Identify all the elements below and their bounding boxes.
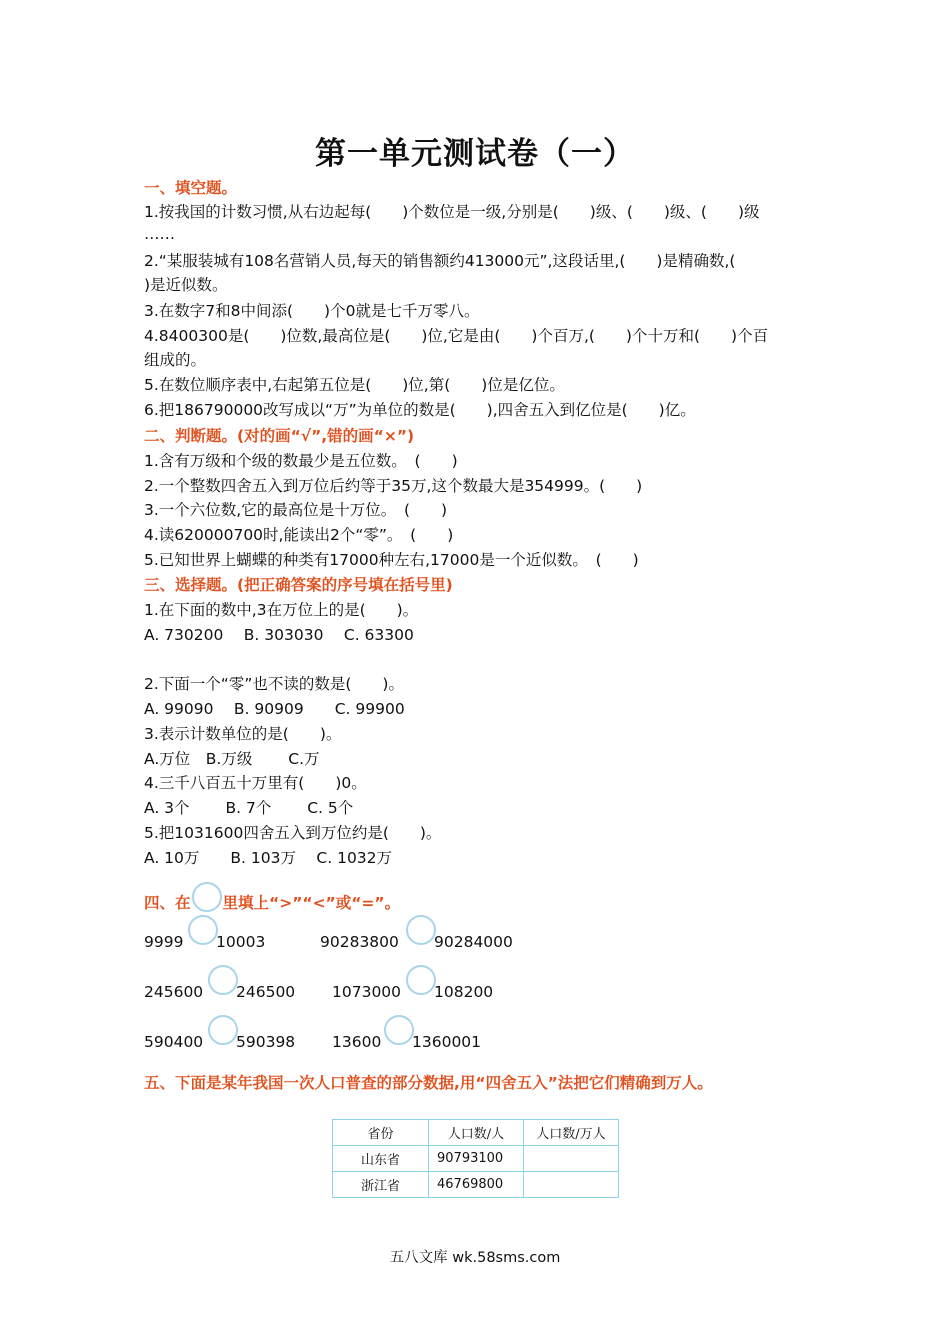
compare-left-b: 90283800 — [320, 933, 399, 951]
section-4-heading — [144, 882, 400, 913]
table-row — [333, 1172, 619, 1198]
table-row — [333, 1146, 619, 1172]
s3-question-5-options: A. 10万 B. 103万 C. 1032万 — [144, 849, 393, 867]
compare-circle-4[interactable] — [406, 965, 436, 995]
compare-left-b: 1073000 — [332, 983, 402, 1001]
s3-question-4-options: A. 3个 B. 7个 C. 5个 — [144, 799, 354, 817]
compare-right-b: 1360001 — [412, 1033, 482, 1051]
compare-circle-3[interactable] — [208, 965, 238, 995]
compare-right-a: 590398 — [236, 1033, 296, 1051]
section-4-heading-a: 四、在 — [144, 894, 191, 912]
table-header-row — [333, 1120, 619, 1146]
page-title: 第一单元测试卷（一） — [315, 136, 635, 172]
cell-answer[interactable] — [524, 1172, 619, 1198]
s2-question-5: 5.已知世界上蝴蝶的种类有17000种左右,17000是一个近似数。 ( ) — [144, 551, 639, 569]
s1-question-4-cont: 组成的。 — [144, 351, 207, 369]
compare-left-a: 590400 — [144, 1033, 204, 1051]
s3-question-5: 5.把1031600四舍五入到万位约是( )。 — [144, 824, 442, 842]
compare-circle-2[interactable] — [406, 915, 436, 945]
s1-question-5: 5.在数位顺序表中,右起第五位是( )位,第( )位是亿位。 — [144, 376, 565, 394]
compare-circle-1[interactable] — [188, 915, 218, 945]
cell-province: 浙江省 — [333, 1172, 429, 1198]
footer-watermark: 五八文库 wk.58sms.com — [389, 1250, 561, 1266]
section-1-heading: 一、填空题。 — [144, 179, 238, 197]
s1-question-2: 2.“某服装城有108名营销人员,每天的销售额约413000元”,这段话里,( )是精确数,( — [144, 252, 736, 270]
compare-left-a: 9999 — [144, 933, 184, 951]
s3-question-3: 3.表示计数单位的是( )。 — [144, 725, 342, 743]
s3-question-2-options: A. 99090 B. 90909 C. 99900 — [144, 700, 405, 718]
s2-question-2: 2.一个整数四舍五入到万位后约等于35万,这个数最大是354999。( ) — [144, 477, 643, 495]
s1-question-6: 6.把186790000改写成以“万”为单位的数是( ),四舍五入到亿位是( )亿。 — [144, 401, 696, 419]
section-3-heading: 三、选择题。(把正确答案的序号填在括号里) — [144, 576, 453, 594]
s3-question-4: 4.三千八百五十万里有( )0。 — [144, 774, 367, 792]
compare-circle-6[interactable] — [384, 1015, 414, 1045]
circle-icon — [192, 882, 222, 912]
s3-question-1: 1.在下面的数中,3在万位上的是( )。 — [144, 601, 419, 619]
header-population: 人口数/人 — [429, 1120, 524, 1146]
s2-question-3: 3.一个六位数,它的最高位是十万位。 ( ) — [144, 501, 448, 519]
compare-left-a: 245600 — [144, 983, 204, 1001]
s3-question-1-options: A. 730200 B. 303030 C. 63300 — [144, 626, 414, 644]
header-population-wan: 人口数/万人 — [524, 1120, 619, 1146]
s1-question-3: 3.在数字7和8中间添( )个0就是七千万零八。 — [144, 302, 480, 320]
cell-answer[interactable] — [524, 1146, 619, 1172]
cell-province: 山东省 — [333, 1146, 429, 1172]
s1-question-2-cont: )是近似数。 — [144, 276, 228, 294]
cell-population: 46769800 — [429, 1172, 524, 1198]
compare-right-b: 90284000 — [434, 933, 513, 951]
s1-question-1-cont: …… — [144, 225, 175, 243]
s2-question-1: 1.含有万级和个级的数最少是五位数。 ( ) — [144, 452, 458, 470]
compare-circle-5[interactable] — [208, 1015, 238, 1045]
compare-right-b: 108200 — [434, 983, 494, 1001]
cell-population: 90793100 — [429, 1146, 524, 1172]
section-5-heading: 五、下面是某年我国一次人口普查的部分数据,用“四舍五入”法把它们精确到万人。 — [144, 1074, 713, 1092]
s3-question-2: 2.下面一个“零”也不读的数是( )。 — [144, 675, 404, 693]
s1-question-1: 1.按我国的计数习惯,从右边起每( )个数位是一级,分别是( )级、( )级、( )级 — [144, 203, 760, 221]
population-table — [332, 1119, 619, 1198]
compare-right-a: 10003 — [216, 933, 266, 951]
s3-question-3-options: A.万位 B.万级 C.万 — [144, 750, 320, 768]
s1-question-4: 4.8400300是( )位数,最高位是( )位,它是由( )个百万,( )个十万和( )个百 — [144, 327, 769, 345]
section-4-heading-b: 里填上“>”“<”或“=”。 — [222, 894, 401, 912]
header-province: 省份 — [333, 1120, 429, 1146]
compare-right-a: 246500 — [236, 983, 296, 1001]
s2-question-4: 4.读620000700时,能读出2个“零”。 ( ) — [144, 526, 454, 544]
compare-left-b: 13600 — [332, 1033, 382, 1051]
section-2-heading: 二、判断题。(对的画“√”,错的画“×”) — [144, 427, 415, 445]
